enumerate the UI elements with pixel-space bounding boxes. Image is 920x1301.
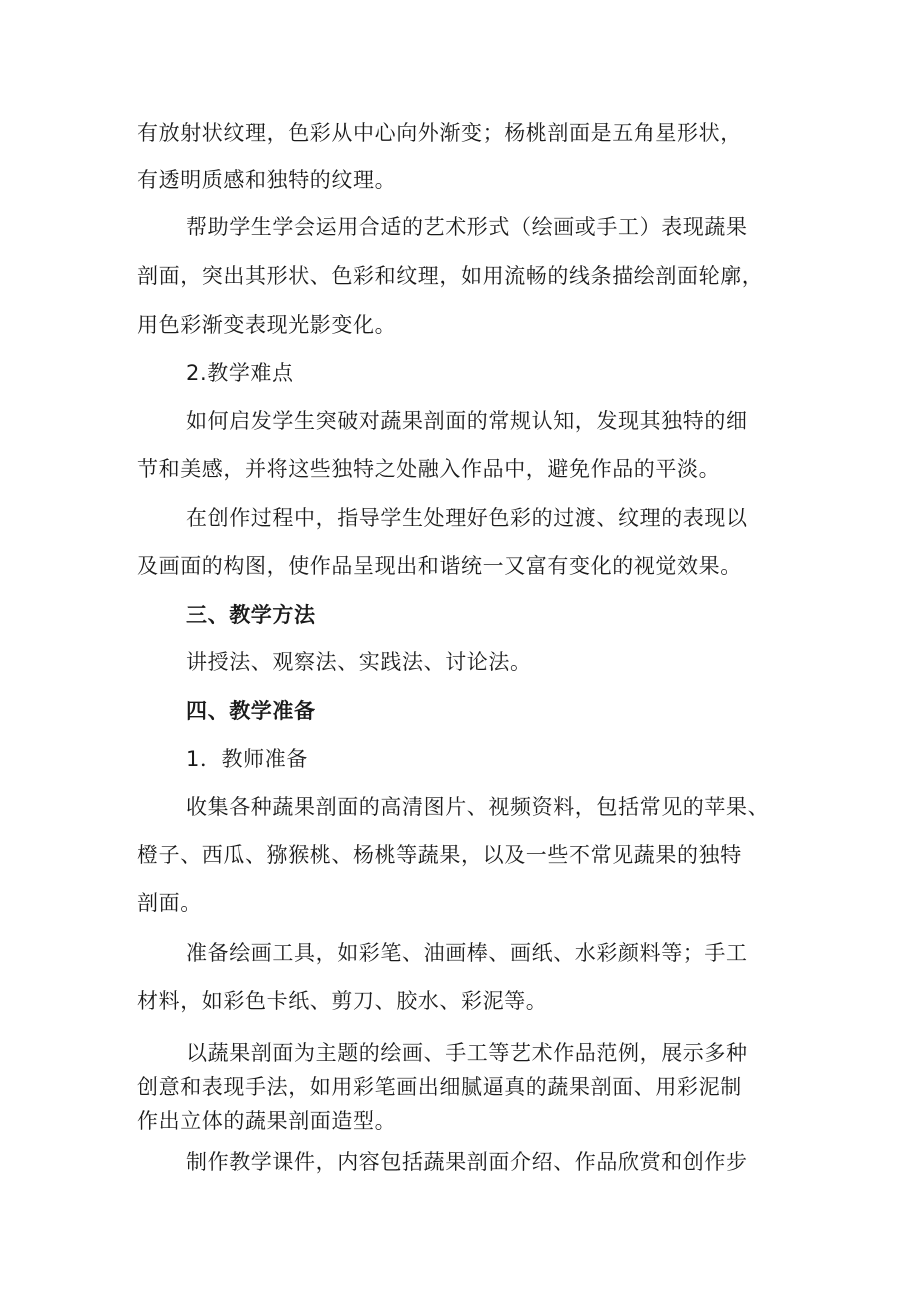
paragraph-line: 收集各种蔬果剖面的高清图片、视频资料，包括常见的苹果、 — [186, 795, 770, 819]
text-line: 橙子、西瓜、猕猴桃、杨桃等蔬果，以及一些不常见蔬果的独特 — [137, 843, 742, 867]
section-heading: 三、教学方法 — [186, 603, 316, 627]
paragraph-line: 以蔬果剖面为主题的绘画、手工等艺术作品范例，展示多种 — [186, 1041, 748, 1065]
text-line: 用色彩渐变表现光影变化。 — [137, 313, 397, 337]
subsection-heading: 2.教学难点 — [186, 361, 294, 385]
paragraph-line: 讲授法、观察法、实践法、讨论法。 — [186, 650, 532, 674]
text-line: 材料，如彩色卡纸、剪刀、胶水、彩泥等。 — [137, 989, 548, 1013]
text-line: 及画面的构图，使作品呈现出和谐统一又富有变化的视觉效果。 — [137, 554, 742, 578]
paragraph-line: 准备绘画工具，如彩笔、油画棒、画纸、水彩颜料等；手工 — [186, 941, 748, 965]
paragraph-line: 制作教学课件，内容包括蔬果剖面介绍、作品欣赏和创作步 — [186, 1150, 748, 1174]
text-line: 作出立体的蔬果剖面造型。 — [137, 1109, 397, 1133]
text-line: 创意和表现手法，如用彩笔画出细腻逼真的蔬果剖面、用彩泥制 — [137, 1075, 742, 1099]
paragraph-line: 如何启发学生突破对蔬果剖面的常规认知，发现其独特的细 — [186, 409, 748, 433]
subsection-heading: 1．教师准备 — [186, 747, 308, 771]
text-line: 剖面，突出其形状、色彩和纹理，如用流畅的线条描绘剖面轮廓， — [137, 264, 764, 288]
section-heading: 四、教学准备 — [186, 699, 316, 723]
text-line: 剖面。 — [137, 891, 202, 915]
paragraph-line: 在创作过程中，指导学生处理好色彩的过渡、纹理的表现以 — [186, 506, 748, 530]
text-line: 有放射状纹理，色彩从中心向外渐变；杨桃剖面是五角星形状， — [137, 121, 742, 145]
text-line: 有透明质感和独特的纹理。 — [137, 168, 397, 192]
text-line: 节和美感，并将这些独特之处融入作品中，避免作品的平淡。 — [137, 457, 721, 481]
paragraph-line: 帮助学生学会运用合适的艺术形式（绘画或手工）表现蔬果 — [186, 215, 748, 239]
